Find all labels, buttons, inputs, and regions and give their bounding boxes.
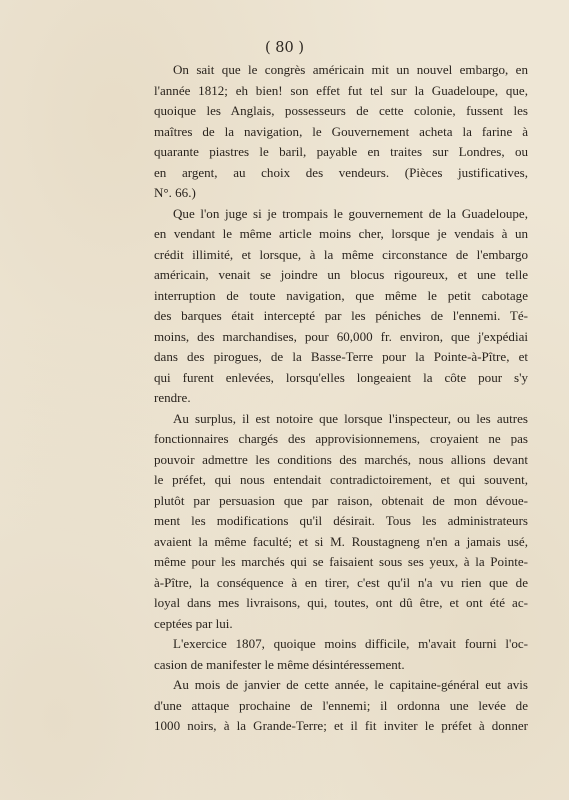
text-line: quarante piastres le baril, payable en traites sur Londres, ou: [154, 144, 528, 159]
text-line: d'une attaque prochaine de l'ennemi; il ordonna une levée de: [154, 697, 528, 713]
text-line: en argent, au choix des vendeurs. (Pièces justificatives,: [154, 164, 528, 180]
page-number: ( 80 ): [265, 40, 304, 56]
text-line: même pour les marchés qui se faisaient sous ses yeux, à la Pointe-: [154, 554, 528, 569]
text-line: On sait que le congrès américain mit un nouvel embargo, en: [173, 62, 528, 77]
text-line: Au mois de janvier de cette année, le capitaine-général eut avis: [173, 677, 528, 692]
text-line: Au surplus, il est notoire que lorsque l'inspecteur, ou les autres: [173, 410, 528, 426]
text-line: quoique les Anglais, possesseurs de cette colonie, fussent les: [154, 103, 528, 118]
text-line: des barques était intercepté par les péniches de l'ennemi. Té-: [154, 308, 528, 323]
text-line: N°. 66.): [154, 185, 196, 200]
text-line: ment les modifications qu'il désirait. Tous les administrateurs: [154, 513, 528, 528]
text-line: ceptées par lui.: [154, 615, 233, 631]
text-line: maîtres de la navigation, le Gouvernement acheta la farine à: [154, 123, 528, 139]
text-line: plutôt par persuasion que par raison, obtenait de mon dévoue-: [154, 492, 528, 508]
text-line: qui furent enlevées, lorsqu'elles longeaient la côte pour s'y: [154, 369, 528, 385]
text-line: crédit illimité, et lorsque, à la même circonstance de l'embargo: [154, 246, 528, 262]
text-line: le préfet, qui nous entendait contradictoirement, et qui souvent,: [154, 472, 528, 487]
text-line: dans des pirogues, de la Basse-Terre pour la Pointe-à-Pître, et: [154, 349, 528, 364]
text-line: en vendant le même article moins cher, lorsque je vendais à un: [154, 226, 528, 241]
text-line: à-Pître, la conséquence à en tirer, c'est qu'il n'a vu rien que de: [154, 574, 528, 590]
text-line: l'année 1812; eh bien! son effet fut tel sur la Guadeloupe, que,: [154, 82, 528, 98]
text-line: loyal dans mes livraisons, qui, toutes, ont dû être, et ont été ac-: [154, 595, 528, 610]
text-line: pouvoir admettre les conditions des marchés, nous allions devant: [154, 451, 528, 467]
text-line: interruption de toute navigation, que même le petit cabotage: [154, 287, 528, 303]
body-text: [154, 60, 528, 737]
text-line: Que l'on juge si je trompais le gouvernement de la Guadeloupe,: [173, 205, 528, 221]
text-line: rendre.: [154, 390, 191, 405]
text-line: avaient la même faculté; et si M. Roustagneng n'en a jamais usé,: [154, 533, 528, 549]
text-line: L'exercice 1807, quoique moins difficile, m'avait fourni l'oc-: [173, 636, 528, 651]
text-line: américain, venait se joindre un blocus rigoureux, et une telle: [154, 267, 528, 282]
text-line: 1000 noirs, à la Grande-Terre; et il fit inviter le préfet à donner: [154, 718, 528, 733]
text-line: fonctionnaires chargés des approvisionnemens, croyaient ne pas: [154, 431, 528, 446]
text-line: casion de manifester le même désintéressement.: [154, 656, 405, 672]
text-line: moins, des marchandises, pour 60,000 fr. environ, que j'expédiai: [154, 328, 528, 344]
